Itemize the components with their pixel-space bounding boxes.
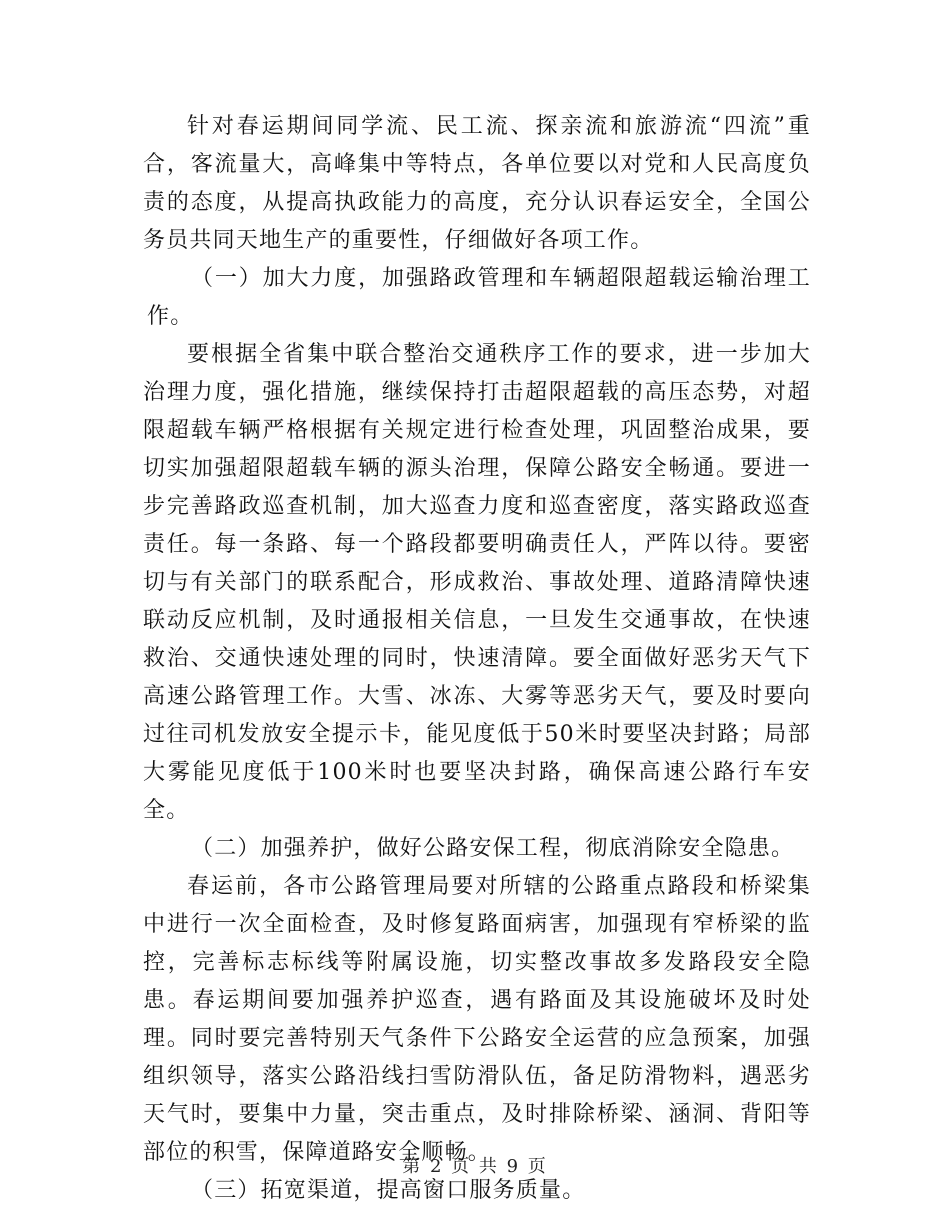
page-number-footer: 第 2 页 共 9 页 — [402, 1156, 548, 1177]
section-heading-2: （二）加强养护，做好公路安保工程，彻底消除安全隐患。 — [191, 836, 795, 861]
paragraph-intro: 针对春运期间同学流、民工流、探亲流和旅游流“四流”重合，客流量大，高峰集中等特点，各单位要以对党和人民高度负责的态度，从提高执政能力的高度，充分认识春运安全，全国公务员共同天地生产的重要性，仔细做好各项工作。 — [143, 114, 811, 253]
paragraph-maintenance: 春运前，各市公路管理局要对所辖的公路重点路段和桥梁集中进行一次全面检查，及时修复路面病害，加强现有窄桥梁的监控，完善标志标线等附属设施，切实整改事故多发路段安全隐患。春运期间要加强养护巡查，遇有路面及其设施破坏及时处理。同时要完善特别天气条件下公路安全运营的应急预案，加强组织领导，落实公路沿线扫雪防滑队伍，备足防滑物料，遇恶劣天气时，要集中力量，突击重点，及时排除桥梁、涵洞、背阳等部位的积雪，保障道路安全顺畅。 — [143, 874, 811, 1165]
document-body — [143, 108, 811, 1210]
section-heading-3: （三）拓宽渠道，提高窗口服务质量。 — [191, 1178, 586, 1203]
paragraph-road-administration: 要根据全省集中联合整治交通秩序工作的要求，进一步加大治理力度，强化措施，继续保持打击超限超载的高压态势，对超限超载车辆严格根据有关规定进行检查处理，巩固整治成果，要切实加强超限超载车辆的源头治理，保障公路安全畅通。要进一步完善路政巡查机制，加大巡查力度和巡查密度，落实路政巡查责任。每一条路、每一个路段都要明确责任人，严阵以待。要密切与有关部门的联系配合，形成救治、事故处理、道路清障快速联动反应机制，及时通报相关信息，一旦发生交通事故，在快速救治、交通快速处理的同时，快速清障。要全面做好恶劣天气下高速公路管理工作。大雪、冰冻、大雾等恶劣天气，要及时要向过往司机发放安全提示卡，能见度低于50米时要坚决封路；局部大雾能见度低于100米时也要坚决封路，确保高速公路行车安全。 — [143, 342, 811, 823]
section-heading-1: （一）加大力度，加强路政管理和车辆超限超载运输治理工作。 — [147, 266, 811, 329]
